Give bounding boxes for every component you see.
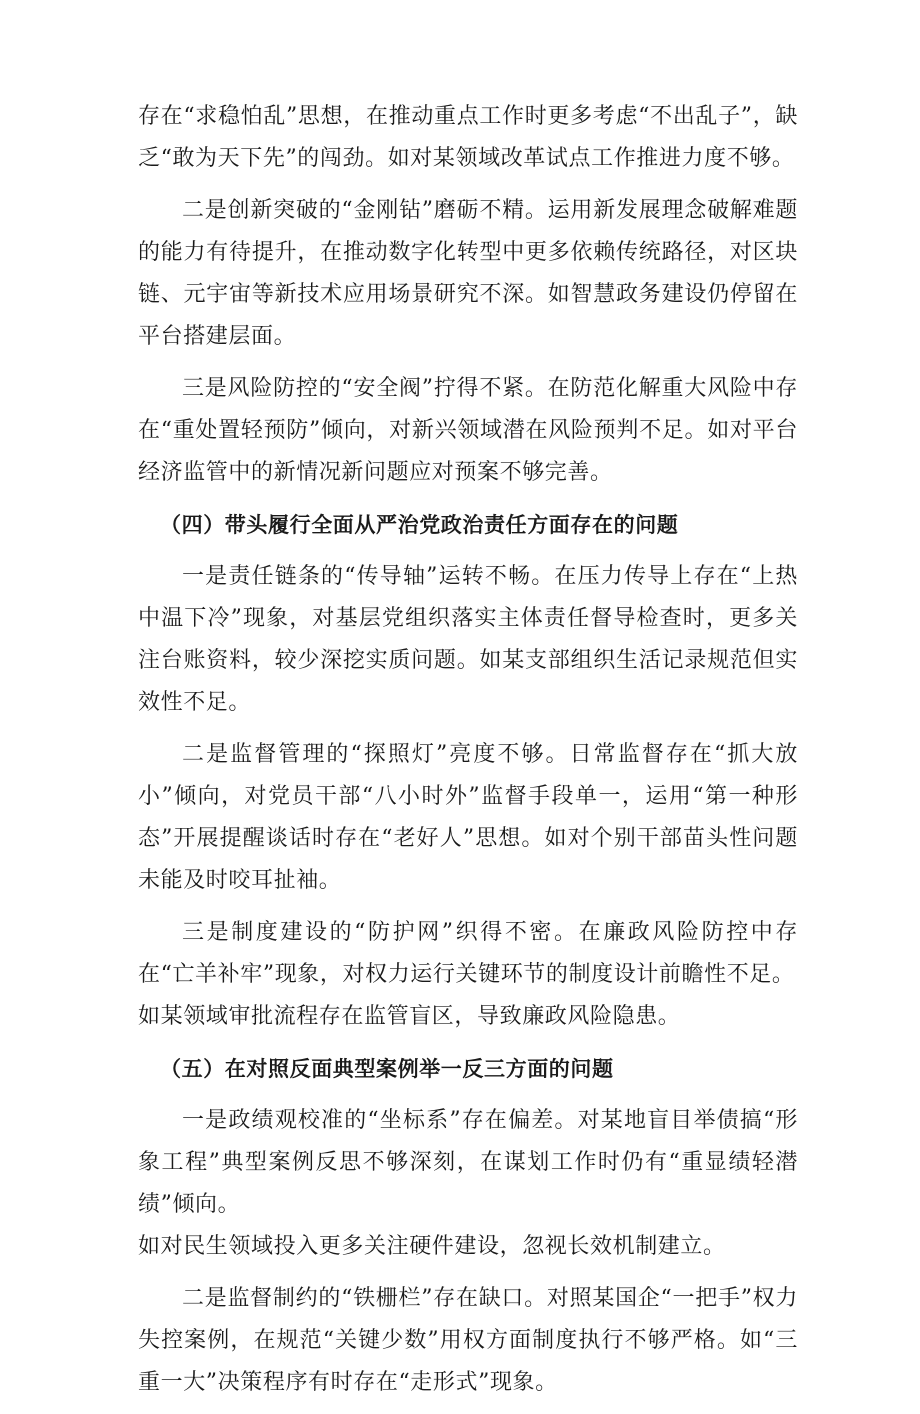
paragraph-performance-view: 一是政绩观校准的“坐标系”存在偏差。对某地盲目举债搞“形象工程”典型案例反思不够深刻，在谋划工作时仍有“重显绩轻潜绩”倾向。 [138, 1108, 798, 1217]
paragraph-performance-view-cont: 如对民生领域投入更多关注硬件建设，忽视长效机制建立。 [138, 1234, 726, 1259]
section-heading-5: （五）在对照反面典型案例举一反三方面的问题 [160, 1057, 614, 1081]
paragraph-continuation: 存在“求稳怕乱”思想，在推动重点工作时更多考虑“不出乱子”，缺乏“敢为天下先”的闯劲。如对某领域改革试点工作推进力度不够。 [138, 104, 798, 171]
paragraph-institution-building-cont: 如某领域审批流程存在监管盲区，导致廉政风险隐患。 [138, 1004, 681, 1029]
paragraph-responsibility-chain: 一是责任链条的“传导轴”运转不畅。在压力传导上存在“上热中温下冷”现象，对基层党组织落实主体责任督导检查时，更多关注台账资料，较少深挖实质问题。如某支部组织生活记录规范但实效性不足。 [138, 564, 798, 715]
document-body [138, 96, 798, 1414]
paragraph-supervision: 二是监督管理的“探照灯”亮度不够。日常监督存在“抓大放小”倾向，对党员干部“八小时外”监督手段单一，运用“第一种形态”开展提醒谈话时存在“老好人”思想。如对个别干部苗头性问题未能及时咬耳扯袖。 [138, 742, 798, 893]
paragraph-risk-control: 三是风险防控的“安全阀”拧得不紧。在防范化解重大风险中存在“重处置轻预防”倾向，对新兴领域潜在风险预判不足。如对平台经济监管中的新情况新问题应对预案不够完善。 [138, 376, 798, 485]
paragraph-supervision-constraint: 二是监督制约的“铁栅栏”存在缺口。对照某国企“一把手”权力失控案例，在规范“关键少数”用权方面制度执行不够严格。如“三重一大”决策程序有时存在“走形式”现象。 [138, 1286, 798, 1395]
paragraph-institution-building: 三是制度建设的“防护网”织得不密。在廉政风险防控中存在“亡羊补牢”现象，对权力运行关键环节的制度设计前瞻性不足。 [138, 920, 798, 987]
section-heading-4: （四）带头履行全面从严治党政治责任方面存在的问题 [160, 513, 679, 537]
paragraph-innovation: 二是创新突破的“金刚钻”磨砺不精。运用新发展理念破解难题的能力有待提升，在推动数字化转型中更多依赖传统路径，对区块链、元宇宙等新技术应用场景研究不深。如智慧政务建设仍停留在平台搭建层面。 [138, 198, 798, 349]
